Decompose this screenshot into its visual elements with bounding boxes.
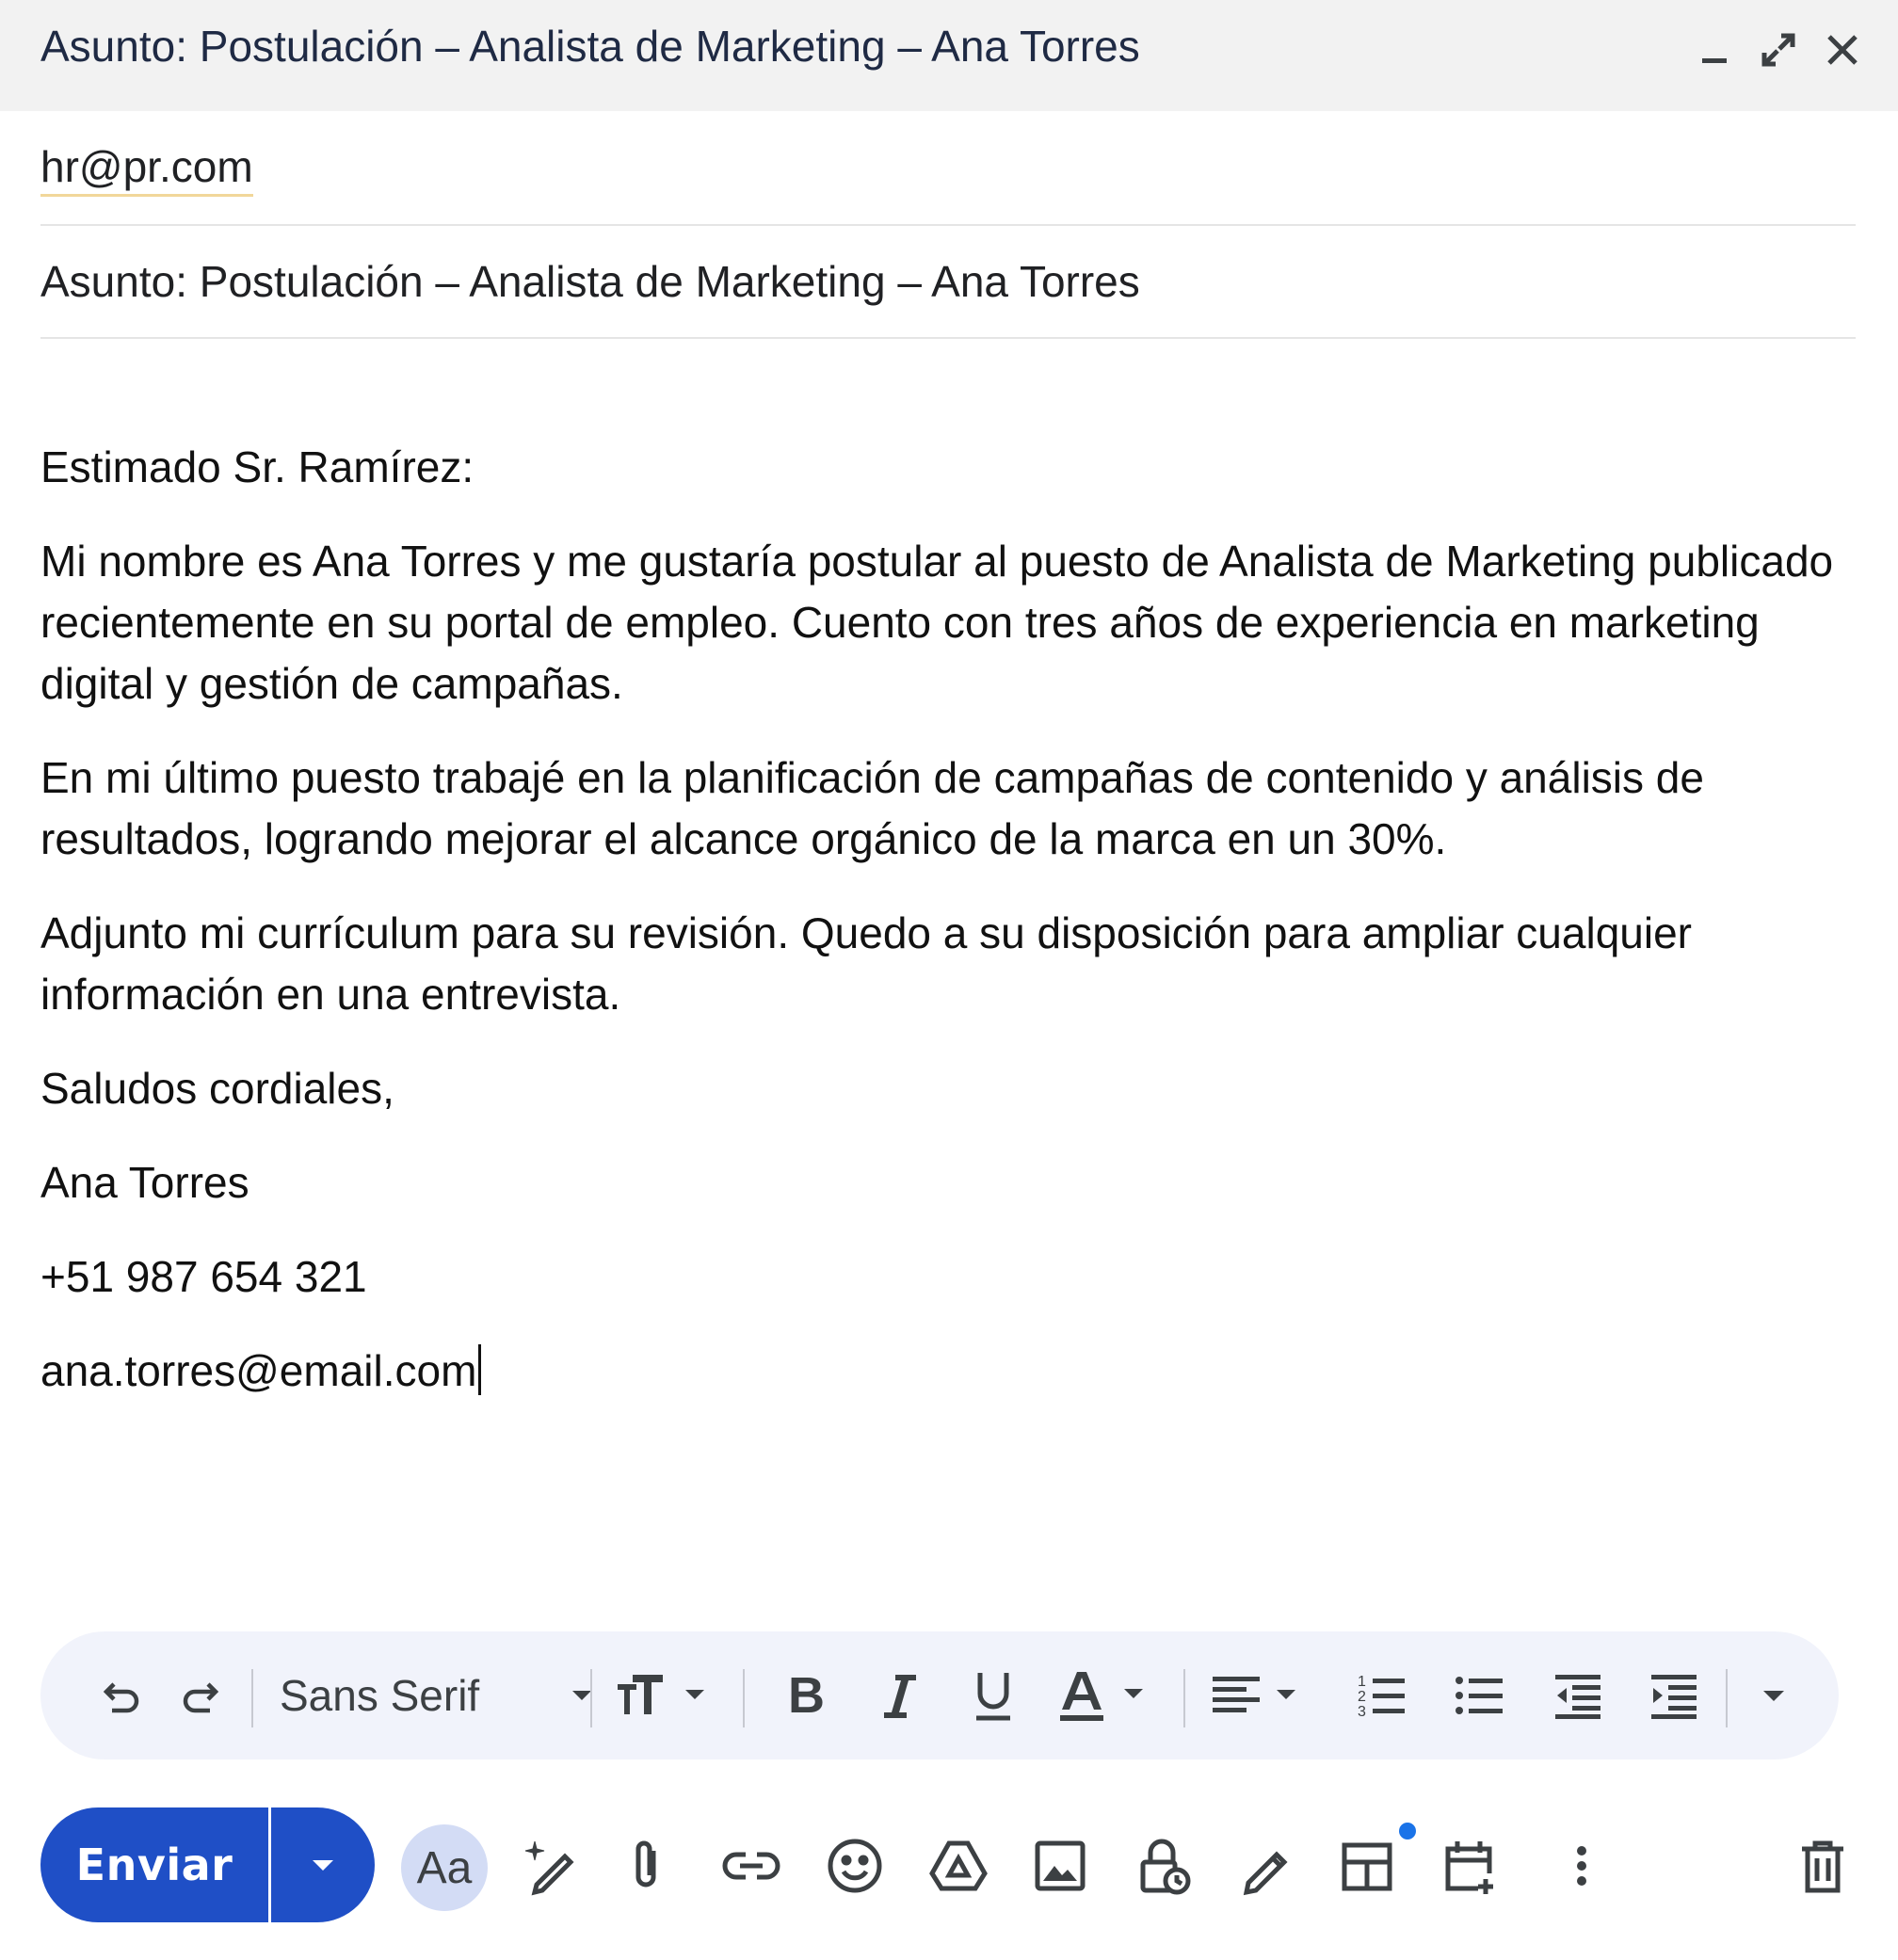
- more-formatting-icon[interactable]: [1741, 1631, 1807, 1759]
- text-size-icon[interactable]: [609, 1631, 722, 1759]
- italic-icon[interactable]: [861, 1631, 937, 1759]
- svg-text:3: 3: [1358, 1704, 1366, 1720]
- svg-text:1: 1: [1358, 1674, 1366, 1690]
- body-paragraph: Adjunto mi currículum para su revisión. Quedo a su disposición para ampliar cualquier información en una entrevista.: [40, 908, 1692, 1019]
- compose-title-bar[interactable]: [0, 0, 1898, 111]
- signature-email: ana.torres@email.com: [40, 1346, 477, 1395]
- toolbar-separator: [1726, 1669, 1728, 1727]
- expand-icon[interactable]: [1757, 28, 1800, 72]
- text-cursor: [478, 1344, 481, 1395]
- svg-text:2: 2: [1358, 1689, 1366, 1705]
- toolbar-separator: [251, 1669, 253, 1727]
- signature-phone: +51 987 654 321: [40, 1252, 367, 1301]
- formatting-options-icon[interactable]: [401, 1824, 488, 1911]
- font-family-select[interactable]: [276, 1631, 615, 1759]
- numbered-list-icon[interactable]: [1340, 1631, 1424, 1759]
- underline-icon[interactable]: [956, 1631, 1031, 1759]
- google-drive-icon[interactable]: [919, 1826, 998, 1905]
- redo-icon[interactable]: [167, 1631, 234, 1759]
- align-icon[interactable]: [1206, 1631, 1319, 1759]
- font-family-label: Sans Serif: [280, 1671, 480, 1720]
- minimize-icon[interactable]: [1693, 28, 1736, 72]
- text-color-icon[interactable]: [1054, 1631, 1166, 1759]
- subject-input[interactable]: Asunto: Postulación – Analista de Marketing – Ana Torres: [40, 257, 1140, 306]
- svg-text:B: B: [788, 1669, 825, 1722]
- more-options-icon[interactable]: [1542, 1826, 1621, 1905]
- toolbar-separator: [590, 1669, 592, 1727]
- bulleted-list-icon[interactable]: [1438, 1631, 1522, 1759]
- toolbar-separator: [1183, 1669, 1185, 1727]
- body-paragraph: Mi nombre es Ana Torres y me gustaría postular al puesto de Analista de Marketing publicado recientemente en su portal de empleo. Cuento con tres años de experiencia en marketing digital y gestión de campañas.: [40, 537, 1834, 708]
- body-paragraph: En mi último puesto trabajé en la planificación de campañas de contenido y análisis de resultados, logrando mejorar el alcance orgánico de la marca en un 30%.: [40, 753, 1704, 863]
- greeting: Estimado Sr. Ramírez:: [40, 442, 474, 491]
- discard-draft-icon[interactable]: [1783, 1826, 1862, 1905]
- formatting-toolbar: [40, 1631, 1839, 1759]
- window-title: Asunto: Postulación – Analista de Marketing – Ana Torres: [40, 22, 1140, 71]
- notification-dot: [1399, 1823, 1416, 1840]
- subject-divider: [40, 337, 1856, 339]
- indent-more-icon[interactable]: [1632, 1631, 1716, 1759]
- insert-photo-icon[interactable]: [1021, 1826, 1100, 1905]
- emoji-icon[interactable]: [815, 1826, 894, 1905]
- attach-file-icon[interactable]: [608, 1826, 687, 1905]
- send-options-icon[interactable]: [271, 1807, 375, 1922]
- toolbar-separator: [743, 1669, 745, 1727]
- send-button-group: [40, 1807, 375, 1922]
- send-button[interactable]: Enviar: [40, 1807, 268, 1922]
- help-me-write-icon[interactable]: [512, 1826, 591, 1905]
- formatting-options-label: Aa: [416, 1842, 473, 1893]
- closing: Saludos cordiales,: [40, 1064, 394, 1113]
- bold-icon[interactable]: [767, 1631, 843, 1759]
- insert-link-icon[interactable]: [712, 1826, 791, 1905]
- recipient-chip[interactable]: hr@pr.com: [40, 141, 253, 197]
- signature-name: Ana Torres: [40, 1158, 249, 1207]
- signature-email-line: [40, 1341, 1858, 1402]
- signature-icon[interactable]: [1226, 1826, 1305, 1905]
- close-icon[interactable]: [1821, 28, 1864, 72]
- undo-icon[interactable]: [88, 1631, 155, 1759]
- indent-less-icon[interactable]: [1536, 1631, 1620, 1759]
- recipient-divider: [40, 224, 1856, 226]
- confidential-mode-icon[interactable]: [1124, 1826, 1203, 1905]
- layouts-icon[interactable]: [1327, 1826, 1407, 1905]
- schedule-event-icon[interactable]: [1429, 1826, 1508, 1905]
- message-body[interactable]: [40, 437, 1858, 1435]
